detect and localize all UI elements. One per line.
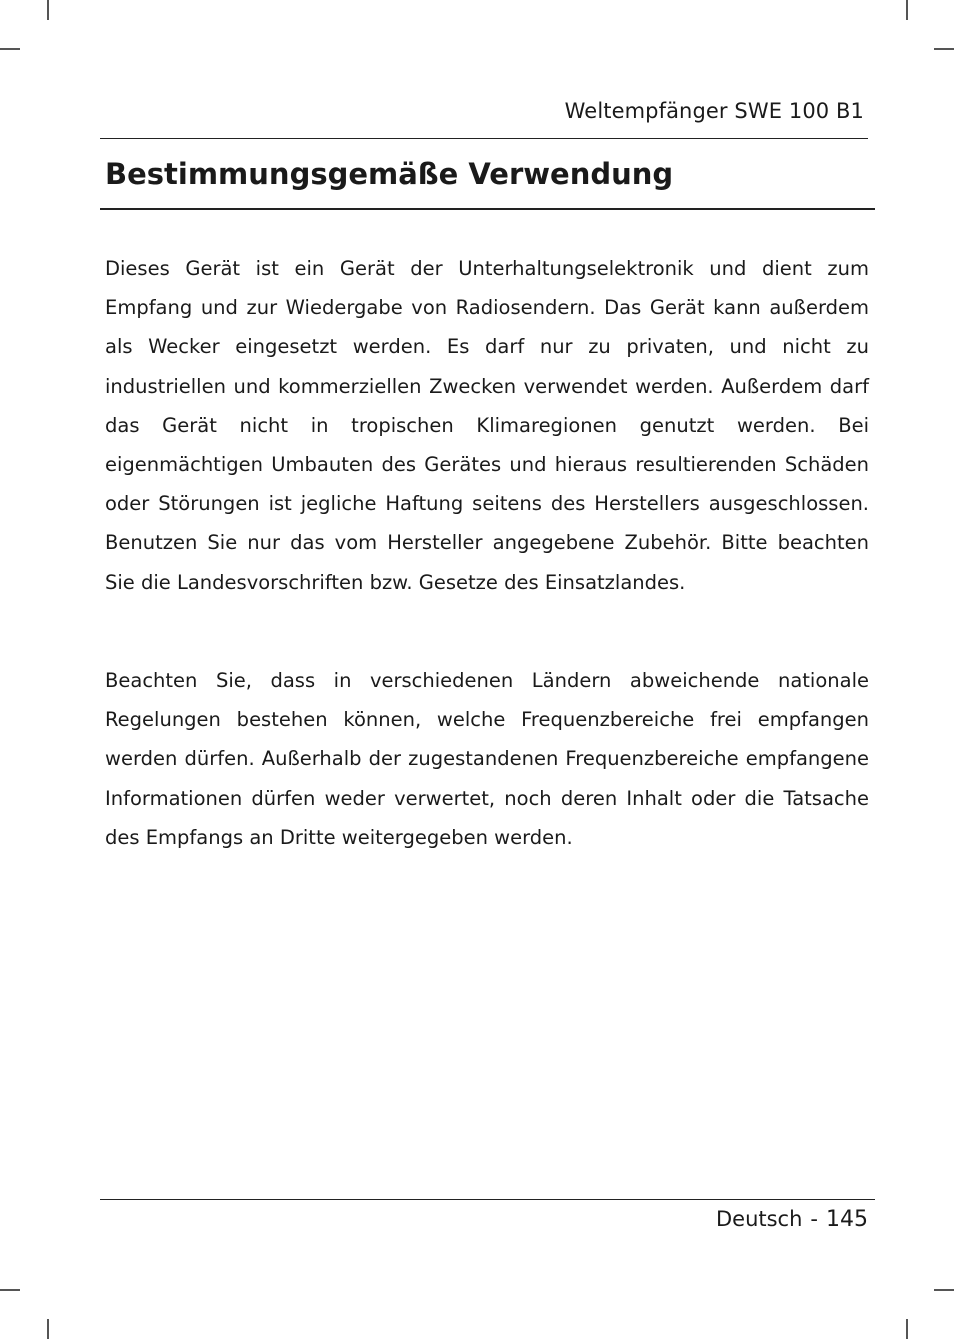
crop-mark-bottom-left-horizontal bbox=[0, 1289, 20, 1291]
crop-mark-bottom-right-vertical bbox=[906, 1319, 908, 1339]
body-paragraph-1: Dieses Gerät ist ein Gerät der Unterhaltungselektronik und dient zum Empfang und zur Wiedergabe von Radiosendern. Das Gerät kann außerdem als Wecker eingesetzt werden. Es darf nur zu privaten, und nicht zu industriellen und kommerziellen Zwecken verwendet werden. Außerdem darf das Gerät nicht in tropischen Klimaregionen genutzt werden. Bei eigenmächtigen Umbauten des Gerätes und hieraus resultierenden Schäden oder Störungen ist jegliche Haftung seitens des Herstellers ausgeschlossen. Benutzen Sie nur das vom Hersteller angegebene Zubehör. Bitte beachten Sie die Landesvorschriften bzw. Gesetze des Einsatzlandes. bbox=[105, 257, 869, 594]
crop-mark-bottom-right-horizontal bbox=[934, 1289, 954, 1291]
crop-mark-top-left-vertical bbox=[47, 0, 49, 20]
crop-mark-top-left-horizontal bbox=[0, 48, 20, 50]
section-title: Bestimmungsgemäße Verwendung bbox=[105, 157, 674, 191]
page-footer bbox=[716, 1207, 868, 1232]
running-header-title: Weltempfänger SWE 100 B1 bbox=[564, 99, 864, 123]
footer-separator: - bbox=[810, 1207, 818, 1231]
crop-mark-bottom-left-vertical bbox=[47, 1319, 49, 1339]
title-rule bbox=[100, 208, 875, 210]
footer-language: Deutsch bbox=[715, 1207, 803, 1231]
body-paragraph-2: Beachten Sie, dass in verschiedenen Ländern abweichende nationale Regelungen bestehen können, welche Frequenzbereiche frei empfangen werden dürfen. Außerhalb der zugestandenen Frequenzbereiche empfangene Informationen dürfen weder verwertet, noch deren Inhalt oder die Tatsache des Empfangs an Dritte weitergegeben werden. bbox=[105, 669, 869, 849]
page-number: 145 bbox=[826, 1207, 868, 1232]
crop-mark-top-right-vertical bbox=[906, 0, 908, 20]
crop-mark-top-right-horizontal bbox=[934, 48, 954, 50]
footer-rule bbox=[100, 1199, 875, 1200]
header-rule bbox=[100, 138, 868, 139]
